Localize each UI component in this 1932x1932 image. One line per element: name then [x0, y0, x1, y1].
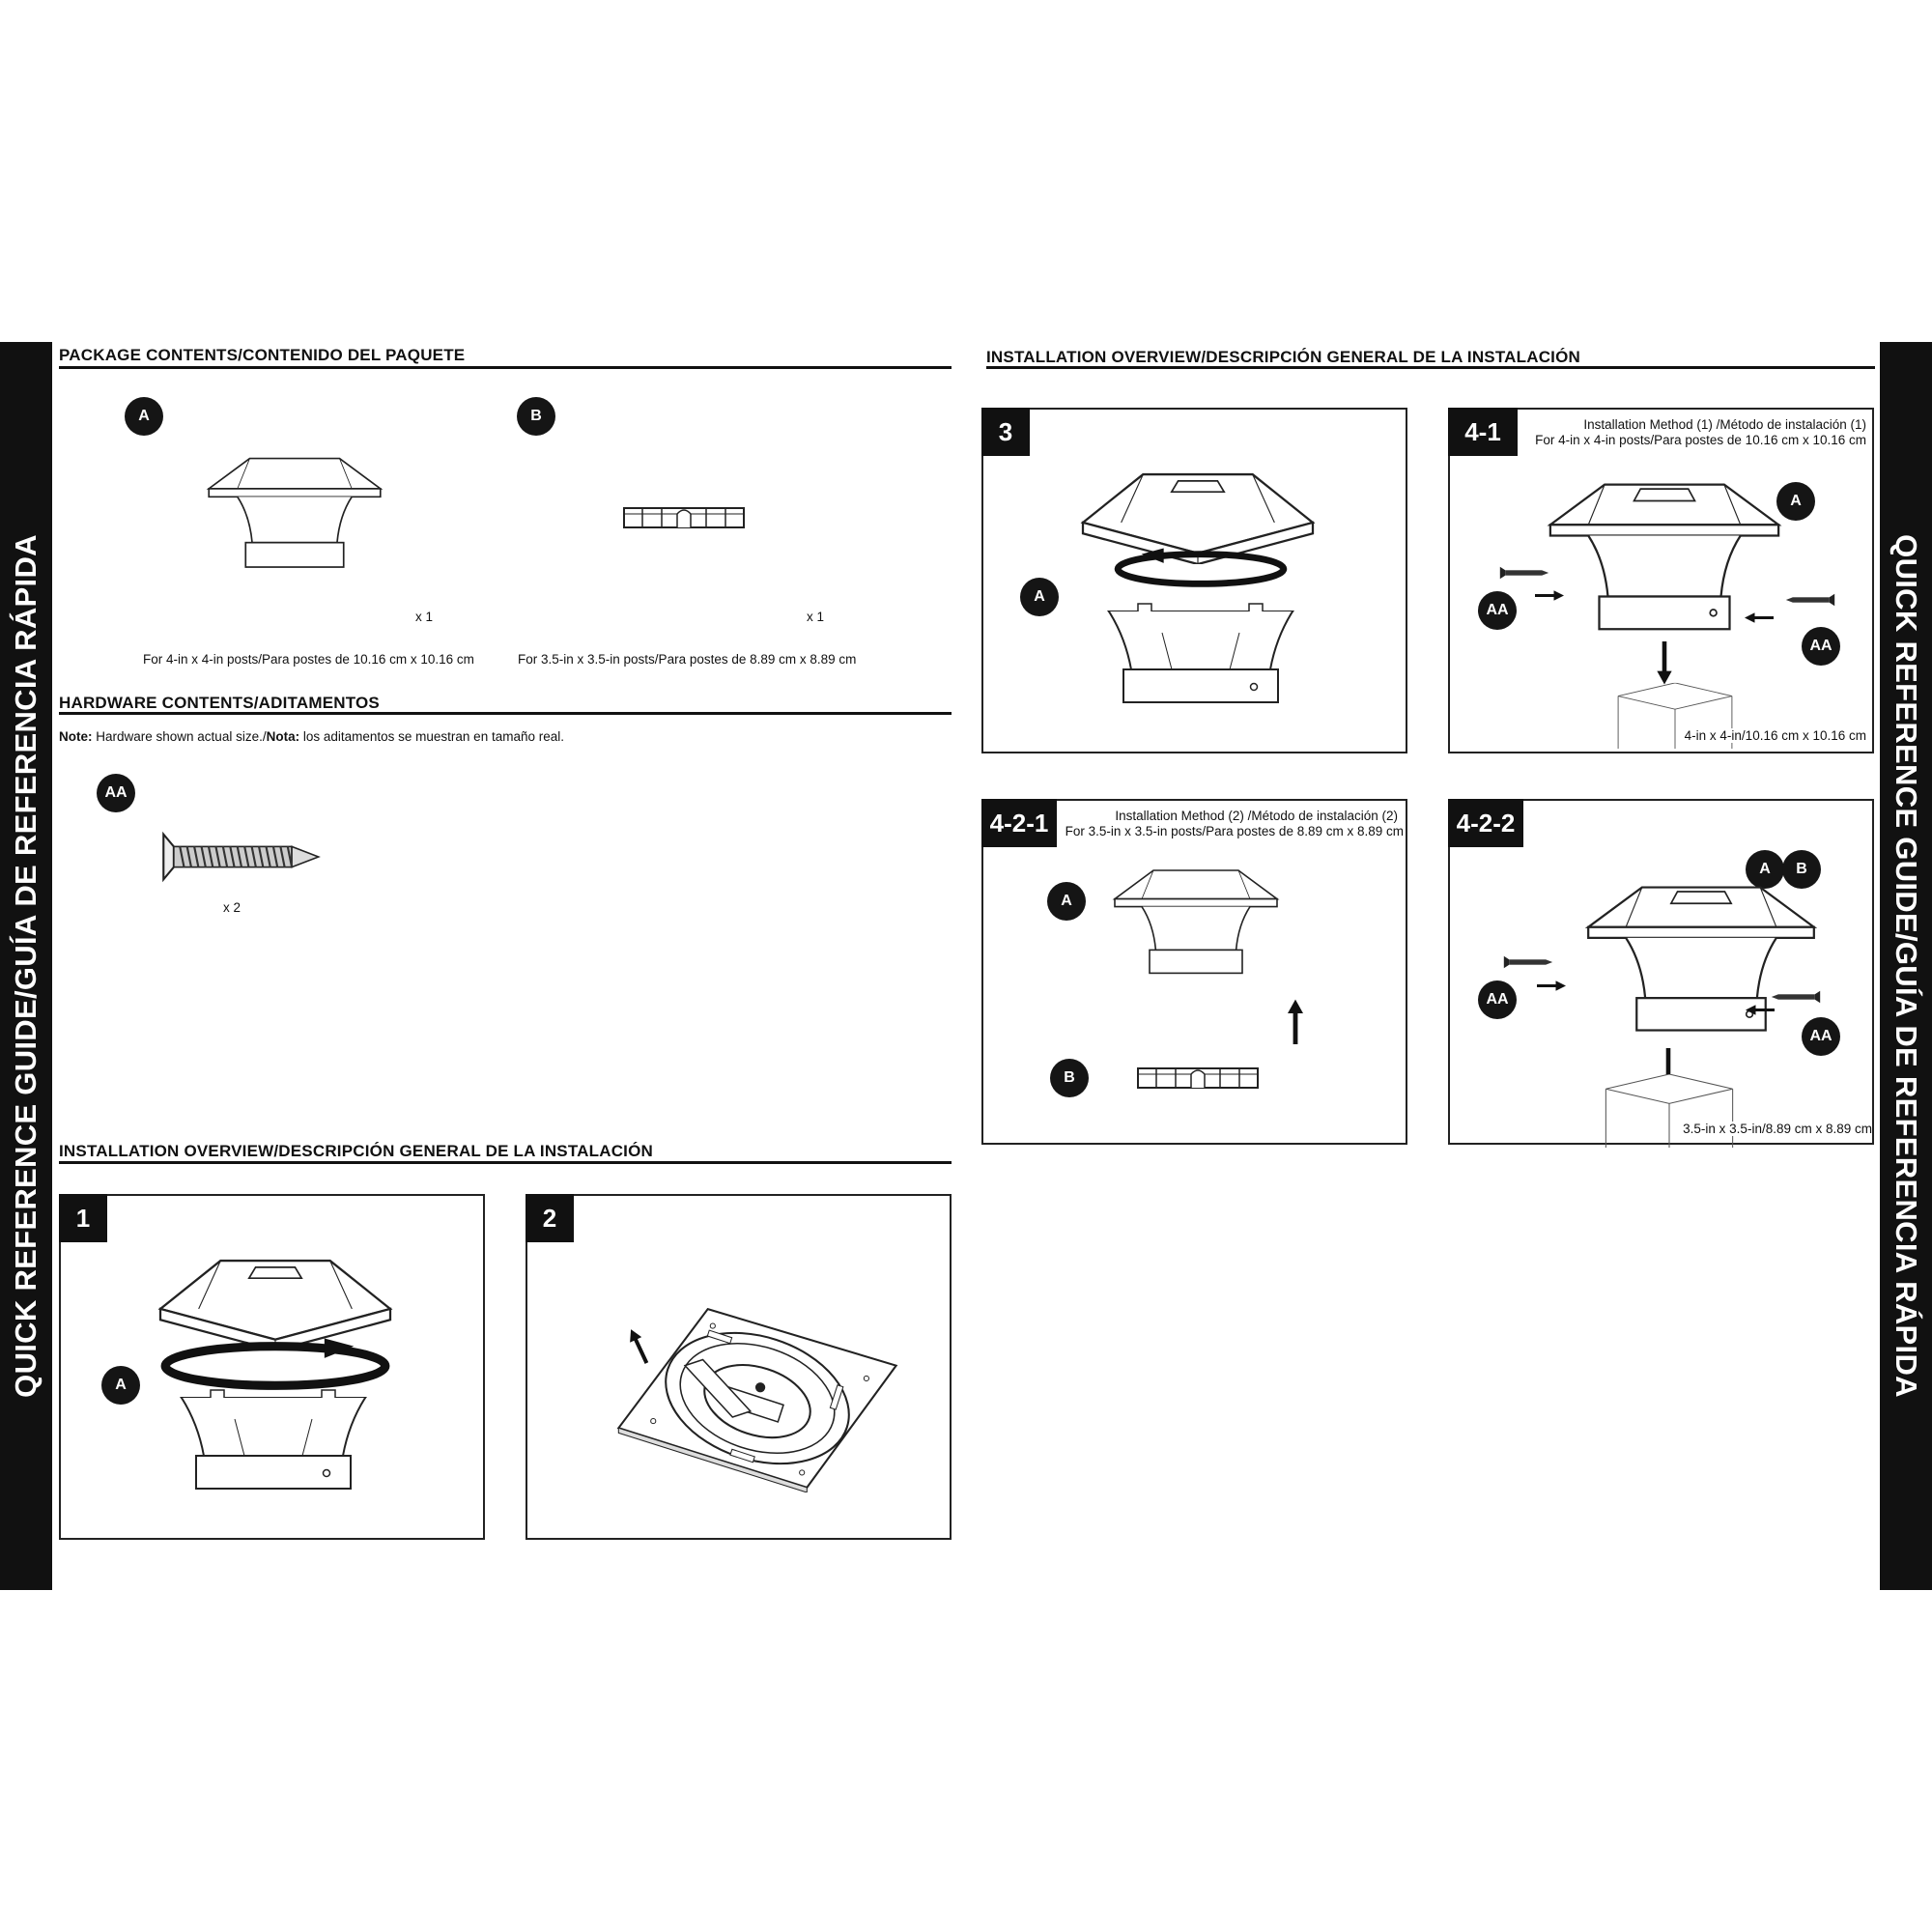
step-4-1-right-screw-icon — [1784, 591, 1836, 609]
step-4-1-panel — [1448, 408, 1874, 753]
step-4-2-2-right-arrow-icon — [1746, 1005, 1775, 1015]
step-1-part-a-badge: A — [101, 1366, 140, 1405]
step-3-part-a-badge: A — [1020, 578, 1059, 616]
step-1-base-illustration — [177, 1379, 370, 1497]
step-2-number: 2 — [526, 1194, 574, 1242]
step-4-1-screw-left-badge: AA — [1478, 591, 1517, 630]
step-4-1-right-arrow-icon — [1745, 612, 1774, 623]
step-4-2-2-part-a-badge: A — [1746, 850, 1784, 889]
step-4-2-1-part-b-badge: B — [1050, 1059, 1089, 1097]
step-2-solar-plate-illustration — [612, 1304, 902, 1492]
sidebar-right-title: QUICK REFERENCE GUIDE/GUÍA DE REFERENCIA RÁPIDA — [1889, 534, 1923, 1398]
step-4-2-2-left-screw-icon — [1502, 953, 1554, 971]
hardware-aa-quantity: x 2 — [223, 900, 242, 915]
hardware-contents-heading: HARDWARE CONTENTS/ADITAMENTOS — [59, 694, 380, 712]
step-4-2-2-right-screw-icon — [1770, 988, 1822, 1006]
installation-overview-left-heading: INSTALLATION OVERVIEW/DESCRIPCIÓN GENERAL DE LA INSTALACIÓN — [59, 1142, 654, 1160]
step-3-rotate-arrow-icon — [1112, 545, 1290, 593]
step-4-2-2-panel — [1448, 799, 1874, 1145]
sidebar-left — [0, 342, 52, 1590]
note-label-en: Note: — [59, 729, 93, 744]
part-b-adapter-illustration — [621, 502, 747, 531]
step-4-2-1-adapter-illustration — [1135, 1063, 1261, 1092]
step-1-panel — [59, 1194, 485, 1540]
step-4-1-part-a-badge: A — [1776, 482, 1815, 521]
installation-overview-left-rule — [59, 1161, 952, 1164]
step-4-2-1-up-arrow-icon — [1287, 998, 1304, 1044]
sidebar-right — [1880, 342, 1932, 1590]
hardware-note — [59, 729, 564, 744]
part-b-quantity: x 1 — [807, 610, 825, 624]
step-4-2-2-left-arrow-icon — [1537, 980, 1566, 991]
step-4-2-2-part-b-badge: B — [1782, 850, 1821, 889]
step-4-2-2-lamp-illustration — [1580, 882, 1822, 1054]
note-text-es: los aditamentos se muestran en tamaño real. — [299, 729, 564, 744]
step-4-2-1-method: Installation Method (2) /Método de instalación (2) — [1115, 809, 1398, 823]
step-4-1-post-caption: 4-in x 4-in/10.16 cm x 10.16 cm — [1684, 728, 1866, 743]
step-4-1-left-arrow-icon — [1535, 590, 1564, 601]
sidebar-left-title: QUICK REFERENCE GUIDE/GUÍA DE REFERENCIA RÁPIDA — [9, 534, 43, 1398]
part-b-badge: B — [517, 397, 555, 436]
step-4-2-1-number: 4-2-1 — [981, 799, 1057, 847]
installation-overview-right-rule — [986, 366, 1875, 369]
step-4-2-2-number: 4-2-2 — [1448, 799, 1523, 847]
step-4-1-method: Installation Method (1) /Método de instalación (1) — [1583, 417, 1866, 432]
step-4-1-left-screw-icon — [1498, 564, 1550, 582]
screw-aa-illustration — [159, 826, 324, 888]
step-4-2-1-lamp-illustration — [1111, 867, 1281, 990]
step-4-2-2-screw-right-badge: AA — [1802, 1017, 1840, 1056]
part-a-badge: A — [125, 397, 163, 436]
part-a-description: For 4-in x 4-in posts/Para postes de 10.16 cm x 10.16 cm — [143, 652, 474, 667]
step-3-panel — [981, 408, 1407, 753]
step-2-panel — [526, 1194, 952, 1540]
hardware-aa-badge: AA — [97, 774, 135, 812]
step-4-2-1-post-size: For 3.5-in x 3.5-in posts/Para postes de 8.89 cm x 8.89 cm — [1065, 824, 1404, 838]
step-4-2-2-post-caption: 3.5-in x 3.5-in/8.89 cm x 8.89 cm — [1683, 1122, 1872, 1136]
step-3-base-illustration — [1104, 593, 1297, 711]
step-4-1-post-size: For 4-in x 4-in posts/Para postes de 10.16 cm x 10.16 cm — [1535, 433, 1866, 447]
part-a-quantity: x 1 — [415, 610, 434, 624]
step-4-1-screw-right-badge: AA — [1802, 627, 1840, 666]
note-label-es: Nota: — [266, 729, 300, 744]
hardware-contents-rule — [59, 712, 952, 715]
installation-overview-right-heading: INSTALLATION OVERVIEW/DESCRIPCIÓN GENERAL DE LA INSTALACIÓN — [986, 348, 1581, 366]
step-4-2-1-panel — [981, 799, 1407, 1145]
part-b-description: For 3.5-in x 3.5-in posts/Para postes de 8.89 cm x 8.89 cm — [518, 652, 857, 667]
step-4-2-1-part-a-badge: A — [1047, 882, 1086, 921]
note-text-en: Hardware shown actual size./ — [92, 729, 267, 744]
step-3-number: 3 — [981, 408, 1030, 456]
package-contents-rule — [59, 366, 952, 369]
step-1-number: 1 — [59, 1194, 107, 1242]
step-4-2-2-post-illustration — [1585, 1074, 1753, 1148]
step-4-1-lamp-illustration — [1545, 479, 1784, 653]
step-4-2-2-screw-left-badge: AA — [1478, 980, 1517, 1019]
part-a-lamp-illustration — [205, 454, 384, 585]
package-contents-heading: PACKAGE CONTENTS/CONTENIDO DEL PAQUETE — [59, 346, 466, 364]
step-4-1-number: 4-1 — [1448, 408, 1518, 456]
